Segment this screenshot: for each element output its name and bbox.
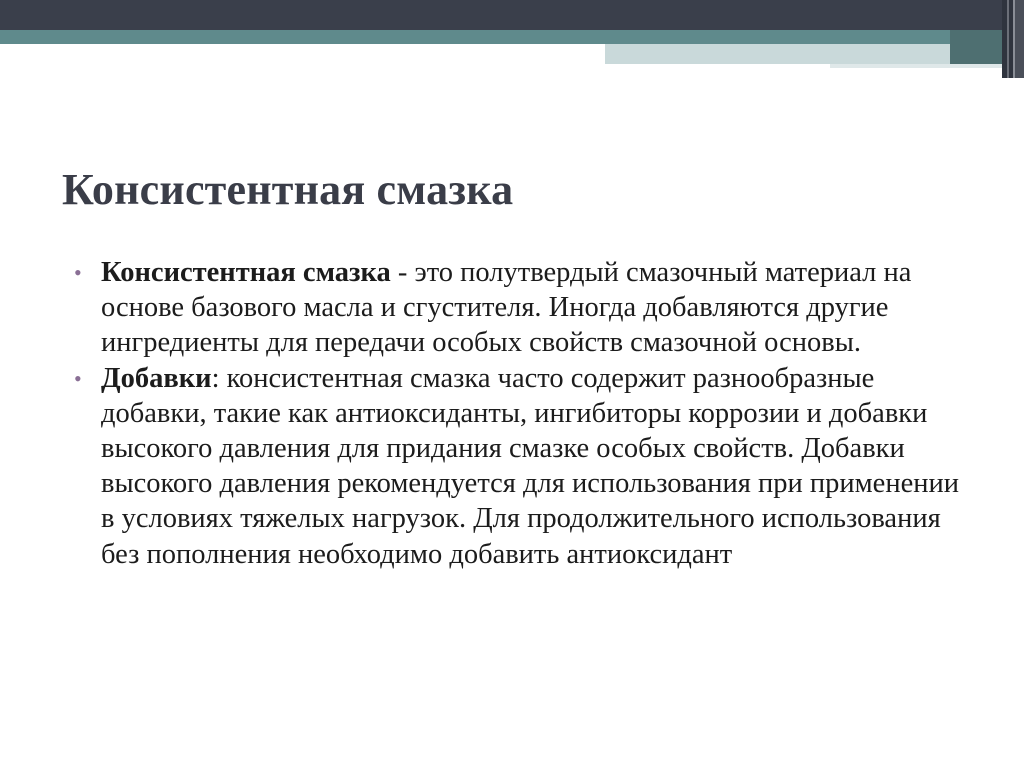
bullet-text: : консистентная смазка часто содержит разнообразные добавки, такие как антиоксиданты, ингибиторы коррозии и добавки высокого давления для придания смазке особых свойств. Добавки высокого давления рекомендуется для использования при применении в условиях тяжелых нагрузок. Для продолжительного использования без пополнения необходимо добавить антиоксидант xyxy=(101,362,959,570)
slide-title: Консистентная смазка xyxy=(62,165,514,214)
bullet-term: Добавки xyxy=(101,362,212,394)
header-right-lines xyxy=(1002,0,1024,78)
bullet-item xyxy=(72,361,972,572)
bullet-icon: • xyxy=(74,260,82,285)
header-band-dark xyxy=(0,0,1024,30)
bullet-icon: • xyxy=(74,365,82,391)
header-band-notch xyxy=(950,30,1010,64)
bullet-item xyxy=(72,255,972,361)
bullet-list xyxy=(72,255,972,572)
header-band-strip xyxy=(830,64,1005,68)
bullet-text: - это полутвердый смазочный материал на основе базового масла и сгустителя. Иногда добавляются другие ингредиенты для передачи особых свойств смазочной основы. xyxy=(101,257,912,359)
header-band-light xyxy=(605,44,1005,64)
header-band-teal xyxy=(0,30,1024,44)
bullet-term: Консистентная смазка xyxy=(101,257,391,288)
